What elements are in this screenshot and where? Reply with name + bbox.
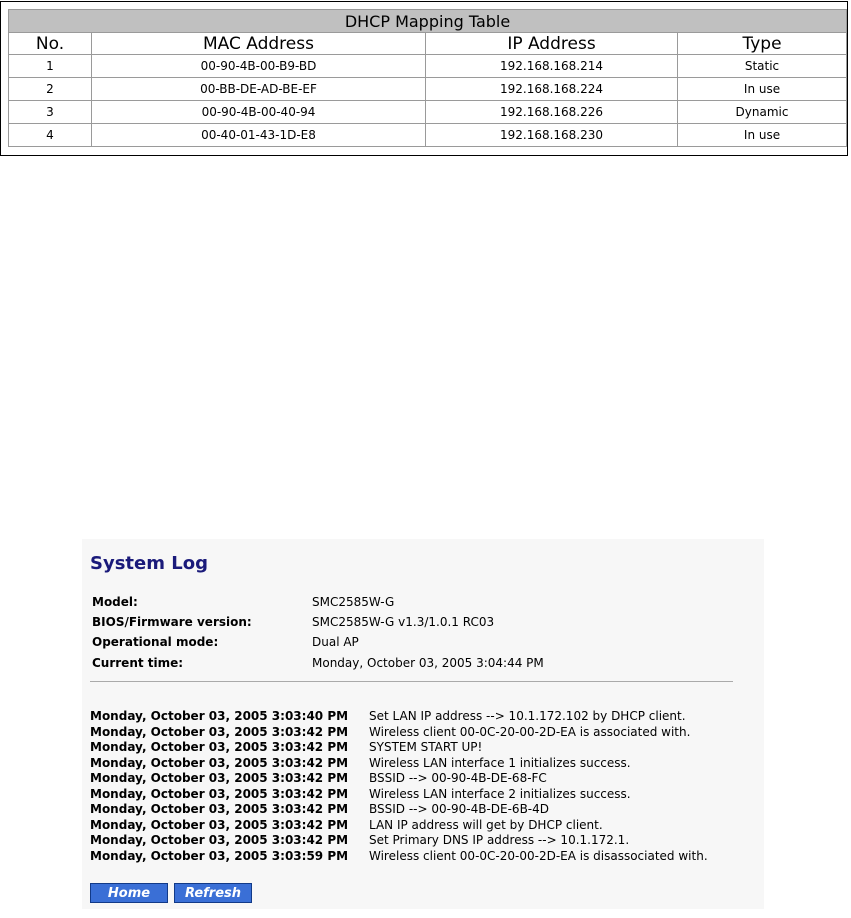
log-time: Monday, October 03, 2005 3:03:42 PM	[90, 786, 349, 801]
cell-mac: 00-40-01-43-1D-E8	[92, 124, 426, 147]
column-header-type: Type	[678, 33, 847, 55]
log-message: Wireless LAN interface 1 initializes success.	[369, 755, 631, 770]
page-title: System Log	[90, 553, 208, 574]
log-time: Monday, October 03, 2005 3:03:42 PM	[90, 724, 349, 739]
info-value: SMC2585W-G v1.3/1.0.1 RC03	[312, 615, 495, 629]
log-time: Monday, October 03, 2005 3:03:59 PM	[90, 848, 349, 863]
log-message: Wireless client 00-0C-20-00-2D-EA is disassociated with.	[369, 848, 708, 863]
column-header-ip: IP Address	[426, 33, 678, 55]
info-value: Dual AP	[312, 635, 359, 649]
log-time: Monday, October 03, 2005 3:03:42 PM	[90, 817, 349, 832]
cell-no: 1	[9, 55, 92, 78]
cell-ip: 192.168.168.226	[426, 101, 678, 124]
cell-mac: 00-BB-DE-AD-BE-EF	[92, 78, 426, 101]
log-time: Monday, October 03, 2005 3:03:40 PM	[90, 709, 349, 723]
log-message: BSSID --> 00-90-4B-DE-68-FC	[369, 771, 547, 785]
table-row	[9, 55, 847, 78]
cell-ip: 192.168.168.224	[426, 78, 678, 101]
refresh-button[interactable]: Refresh	[174, 883, 252, 903]
system-log-panel	[82, 539, 764, 909]
column-header-no: No.	[9, 33, 92, 55]
cell-mac: 00-90-4B-00-40-94	[92, 101, 426, 124]
log-message: Set LAN IP address --> 10.1.172.102 by DHCP client.	[369, 709, 686, 723]
cell-type: In use	[678, 124, 847, 147]
column-header-mac: MAC Address	[92, 33, 426, 55]
cell-ip: 192.168.168.214	[426, 55, 678, 78]
cell-type: In use	[678, 78, 847, 101]
info-label: Operational mode:	[92, 635, 219, 649]
cell-no: 2	[9, 78, 92, 101]
table-row	[9, 78, 847, 101]
home-button[interactable]: Home	[90, 883, 168, 903]
table-row	[9, 124, 847, 147]
log-message: SYSTEM START UP!	[369, 740, 483, 754]
log-time: Monday, October 03, 2005 3:03:42 PM	[90, 740, 349, 754]
dhcp-table-title: DHCP Mapping Table	[9, 10, 847, 33]
log-time: Monday, October 03, 2005 3:03:42 PM	[90, 802, 349, 816]
cell-mac: 00-90-4B-00-B9-BD	[92, 55, 426, 78]
info-value: Monday, October 03, 2005 3:04:44 PM	[312, 656, 544, 670]
log-time: Monday, October 03, 2005 3:03:42 PM	[90, 771, 349, 785]
info-value: SMC2585W-G	[312, 595, 395, 609]
info-label: BIOS/Firmware version:	[92, 615, 252, 629]
log-message: Set Primary DNS IP address --> 10.1.172.1.	[369, 833, 630, 847]
dhcp-mapping-table	[8, 9, 847, 147]
log-time: Monday, October 03, 2005 3:03:42 PM	[90, 833, 349, 847]
info-label: Current time:	[92, 656, 184, 670]
dhcp-mapping-panel	[0, 1, 848, 156]
log-message: Wireless LAN interface 2 initializes success.	[369, 786, 631, 801]
log-message: LAN IP address will get by DHCP client.	[369, 817, 603, 832]
log-time: Monday, October 03, 2005 3:03:42 PM	[90, 755, 349, 770]
cell-no: 4	[9, 124, 92, 147]
table-row	[9, 101, 847, 124]
cell-ip: 192.168.168.230	[426, 124, 678, 147]
cell-type: Static	[678, 55, 847, 78]
divider	[90, 681, 733, 682]
cell-type: Dynamic	[678, 101, 847, 124]
info-label: Model:	[92, 595, 138, 609]
cell-no: 3	[9, 101, 92, 124]
log-message: Wireless client 00-0C-20-00-2D-EA is associated with.	[369, 724, 691, 739]
log-message: BSSID --> 00-90-4B-DE-6B-4D	[369, 802, 549, 816]
